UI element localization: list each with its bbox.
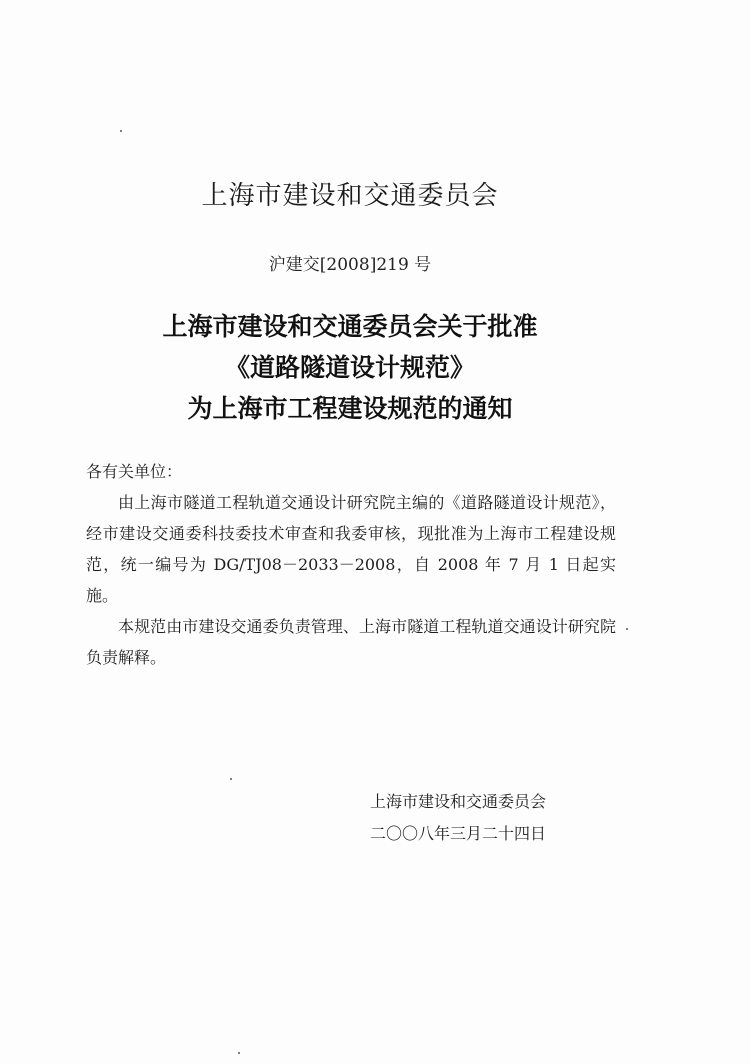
salutation: 各有关单位： (86, 462, 183, 481)
scan-speck (230, 778, 232, 780)
title-line-2: 《道路隧道设计规范》 (224, 353, 475, 382)
signature-issuer: 上海市建设和交通委员会 (370, 792, 547, 811)
paragraph-responsibility: 本规范由市建设交通委负责管理、上海市隧道工程轨道交通设计研究院负责解释。 (86, 617, 616, 667)
signature-date: 二〇〇八年三月二十四日 (370, 824, 547, 843)
document-number: 沪建交[2008]219 号 (268, 255, 432, 275)
signature-block (370, 786, 546, 850)
paragraph-approval: 由上海市隧道工程轨道交通设计研究院主编的《道路隧道设计规范》，经市建设交通委科技委技术审查和我委审核，现批准为上海市工程建设规范，统一编号为 DG/TJ08－2033－2008，自 2008 年 7 月 1 日起实施。 (86, 493, 616, 605)
title-line-1: 上海市建设和交通委员会关于批准 (162, 312, 538, 341)
scan-speck (120, 130, 122, 132)
title-line-3: 为上海市工程建设规范的通知 (187, 394, 513, 423)
notice-title (0, 306, 700, 429)
notice-body (86, 456, 616, 673)
issuer-heading: 上海市建设和交通委员会 (201, 181, 499, 211)
scan-speck (626, 628, 628, 630)
scan-speck (238, 1052, 240, 1054)
